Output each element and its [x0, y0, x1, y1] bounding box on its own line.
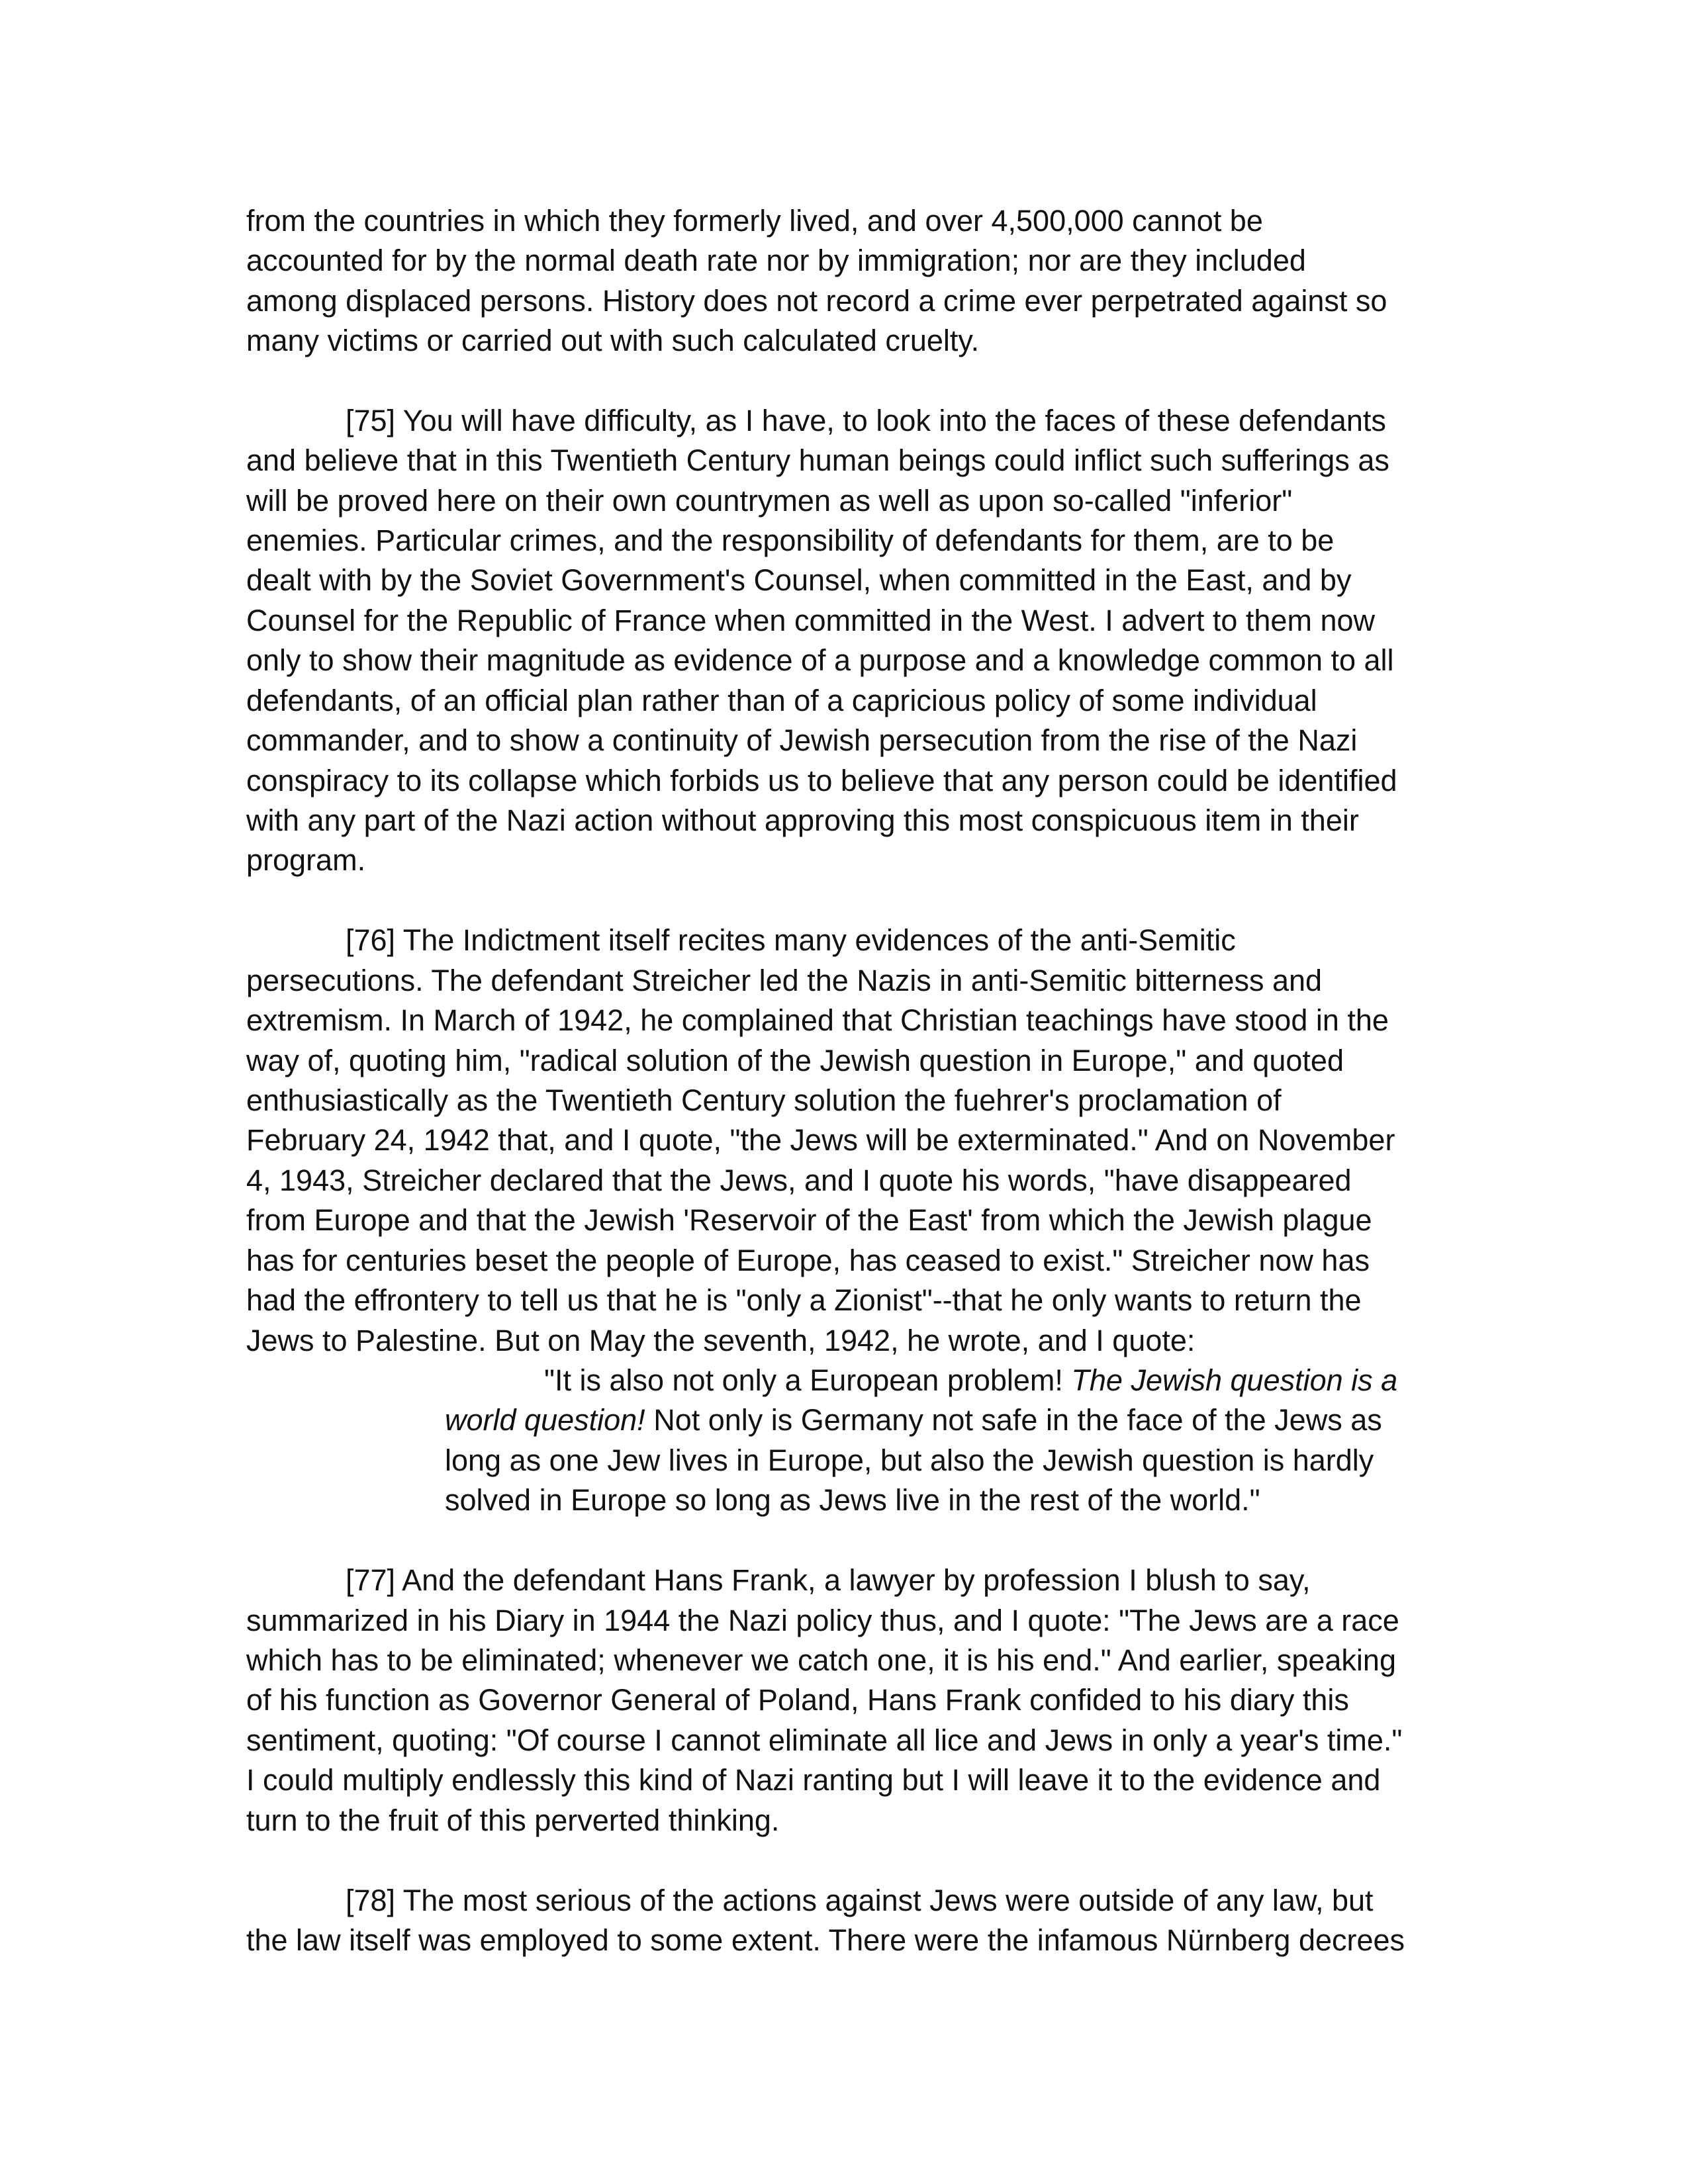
text-line: Counsel for the Republic of France when committed in the West. I advert to them now	[246, 604, 1375, 637]
text-line: commander, and to show a continuity of Jewish persecution from the rise of the Nazi	[246, 723, 1358, 757]
text-line: way of, quoting him, "radical solution of the Jewish question in Europe," and quoted	[246, 1044, 1344, 1077]
paragraph-78-first-line: [78] The most serious of the actions against Jews were outside of any law, but	[346, 1884, 1374, 1917]
text-line: only to show their magnitude as evidence of a purpose and a knowledge common to all	[246, 643, 1394, 677]
text-line: February 24, 1942 that, and I quote, "the Jews will be exterminated." And on November	[246, 1123, 1395, 1157]
text-line: dealt with by the Soviet Government's Counsel, when committed in the East, and by	[246, 563, 1352, 597]
block-quote-line	[544, 1361, 1397, 1401]
text-line: accounted for by the normal death rate nor by immigration; nor are they included	[246, 244, 1306, 277]
text-line: summarized in his Diary in 1944 the Nazi policy thus, and I quote: "The Jews are a race	[246, 1604, 1399, 1637]
quote-text: Not only is Germany not safe in the face of the Jews as	[645, 1403, 1382, 1437]
text-line: enthusiastically as the Twentieth Century solution the fuehrer's proclamation of	[246, 1083, 1282, 1117]
text-line: among displaced persons. History does not record a crime ever perpetrated against so	[246, 284, 1387, 318]
text-line: has for centuries beset the people of Europe, has ceased to exist." Streicher now has	[246, 1244, 1370, 1277]
text-line: I could multiply endlessly this kind of Nazi ranting but I will leave it to the evidence and	[246, 1763, 1381, 1797]
text-line: with any part of the Nazi action without approving this most conspicuous item in their	[246, 803, 1359, 837]
text-line: extremism. In March of 1942, he complained that Christian teachings have stood in the	[246, 1003, 1389, 1037]
text-line: from Europe and that the Jewish 'Reservoir of the East' from which the Jewish plague	[246, 1203, 1372, 1237]
text-line: of his function as Governor General of Poland, Hans Frank confided to his diary this	[246, 1683, 1349, 1717]
text-line: and believe that in this Twentieth Century human beings could inflict such sufferings as	[246, 443, 1389, 477]
quote-text: "It is also not only a European problem!	[544, 1363, 1072, 1397]
text-line: the law itself was employed to some extent. There were the infamous Nürnberg decrees	[246, 1923, 1405, 1957]
text-line: 4, 1943, Streicher declared that the Jews, and I quote his words, "have disappeared	[246, 1163, 1352, 1197]
paragraph-77-first-line: [77] And the defendant Hans Frank, a lawyer by profession I blush to say,	[346, 1563, 1311, 1597]
text-line: persecutions. The defendant Streicher led the Nazis in anti-Semitic bitterness and	[246, 964, 1323, 997]
paragraph-76-first-line: [76] The Indictment itself recites many evidences of the anti-Semitic	[346, 923, 1236, 957]
quote-emphasis: The Jewish question is a	[1071, 1363, 1398, 1397]
text-line: will be proved here on their own countrymen as well as upon so-called "inferior"	[246, 484, 1293, 518]
text-line: conspiracy to its collapse which forbids us to believe that any person could be identified	[246, 764, 1397, 797]
text-line: Jews to Palestine. But on May the seventh, 1942, he wrote, and I quote:	[246, 1324, 1196, 1357]
text-line: had the effrontery to tell us that he is "only a Zionist"--that he only wants to return the	[246, 1283, 1362, 1317]
text-line: enemies. Particular crimes, and the responsibility of defendants for them, are to be	[246, 523, 1335, 557]
text-line: sentiment, quoting: "Of course I cannot eliminate all lice and Jews in only a year's time."	[246, 1723, 1403, 1757]
text-line: from the countries in which they formerly lived, and over 4,500,000 cannot be	[246, 204, 1263, 238]
paragraph-75-first-line: [75] You will have difficulty, as I have, to look into the faces of these defendants	[346, 404, 1386, 437]
text-line: which has to be eliminated; whenever we catch one, it is his end." And earlier, speaking	[246, 1643, 1396, 1677]
quote-emphasis: world question!	[445, 1403, 645, 1437]
text-line: program.	[246, 843, 366, 877]
block-quote-line: solved in Europe so long as Jews live in the rest of the world."	[445, 1483, 1260, 1517]
block-quote-line	[445, 1400, 1382, 1441]
text-line: turn to the fruit of this perverted thinking.	[246, 1803, 780, 1837]
text-line: many victims or carried out with such calculated cruelty.	[246, 324, 980, 357]
text-line: defendants, of an official plan rather than of a capricious policy of some individual	[246, 684, 1317, 717]
block-quote-line: long as one Jew lives in Europe, but also the Jewish question is hardly	[445, 1443, 1374, 1477]
